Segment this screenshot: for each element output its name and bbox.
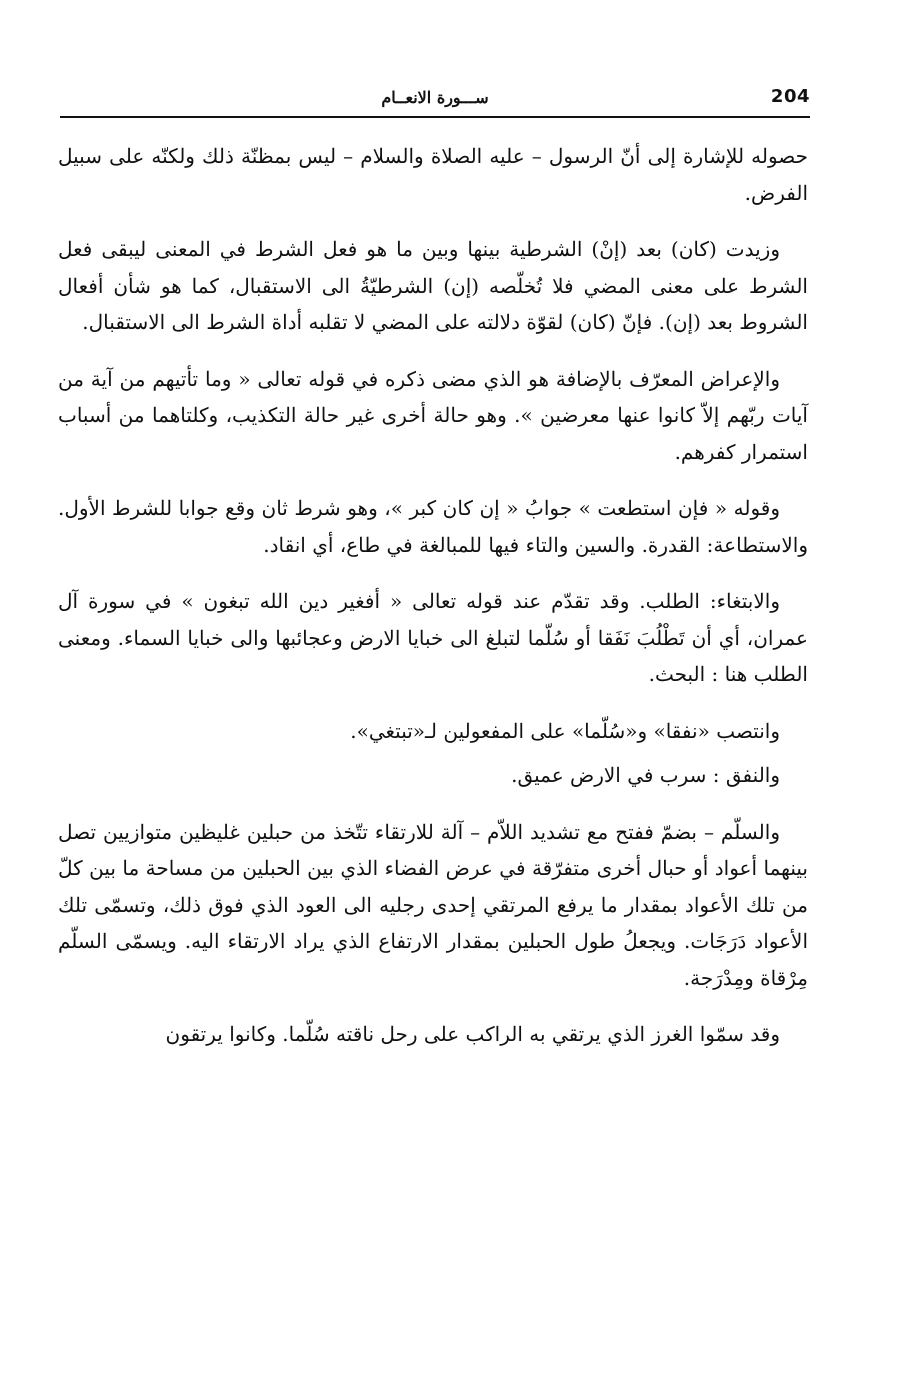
page-body [58, 138, 808, 1073]
page-header [60, 80, 810, 120]
paragraph: وانتصب «نفقا» و«سُلّما» على المفعولين لـ«تبتغي». [350, 718, 780, 743]
paragraph: والنفق : سرب في الارض عميق. [511, 763, 780, 787]
paragraph: والإعراض المعرّف بالإضافة هو الذي مضى ذكره في قوله تعالى « وما تأتيهم من آية من آيات ربّهم إلاّ كانوا عنها معرضين ». وهو حالة أخرى غير حالة التكذيب، وكلتاهما من أسباب استمرار كفرهم. [58, 366, 808, 464]
paragraph: وزيدت (كان) بعد (إنْ) الشرطية بينها وبين ما هو فعل الشرط في المعنى ليبقى فعل الشرط على معنى المضي فلا تُخلّصه (إن) الشرطيّةُ الى الاستقبال، كما هو شأن أفعال الشروط بعد (إن). فإنّ (كان) لقوّة دلالته على المضي لا تقلبه أداة الشرط الى الاستقبال. [58, 237, 808, 334]
page-number: 204 [770, 86, 810, 107]
header-rule [60, 116, 810, 118]
paragraph: حصوله للإشارة إلى أنّ الرسول – عليه الصلاة والسلام – ليس بمظنّة ذلك ولكنّه على سبيل الفرض. [58, 144, 808, 205]
paragraph: وقوله « فإن استطعت » جوابُ « إن كان كبر »، وهو شرط ثان وقع جوابا للشرط الأول. والاستطاعة: القدرة. والسين والتاء فيها للمبالغة في طاع، أي انقاد. [58, 496, 808, 557]
running-title: ســـورة الانعــام [381, 88, 489, 107]
paragraph: وقد سمّوا الغرز الذي يرتقي به الراكب على رحل ناقته سُلّما. وكانوا يرتقون [165, 1022, 780, 1046]
paragraph: والابتغاء: الطلب. وقد تقدّم عند قوله تعالى « أفغير دين الله تبغون » في سورة آل عمران، أي أن تَطْلُبَ نَفَقا أو سُلّما لتبلغ الى خبايا الارض وعجائبها والى خبايا السماء. ومعنى الطلب هنا : البحث. [58, 589, 808, 686]
paragraph: والسلّم – بضمّ ففتح مع تشديد اللاّم – آلة للارتقاء تتّخذ من حبلين غليظين متوازيين تصل بينهما أعواد أو حبال أخرى متفرّقة في عرض الفضاء الذي بين الحبلين من مساحة ما بين كلّ من تلك الأعواد بمقدار ما يرفع المرتقي إحدى رجليه الى العود الذي فوق ذلك، وتسمّى تلك الأعواد دَرَجَات. ويجعلُ طول الحبلين بمقدار الارتفاع الذي يراد الارتقاء اليه. ويسمّى السلّم مِرْقاة ومِدْرَجة. [58, 819, 808, 990]
